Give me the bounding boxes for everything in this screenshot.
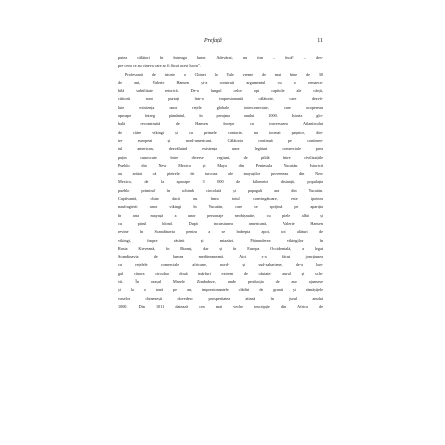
- text-line: cititorii sunt purtați într-o impresionantă călătorie, care dezvă-: [118, 96, 323, 102]
- text-line: cu rețelele comerciale africane, nord- și sud-sahariene, de-a lun-: [118, 262, 323, 268]
- text-line: Pueblo din New Mexico și Maya din Peninsula Yucatán. Istoricii: [118, 162, 323, 168]
- text-line: revine în Scandinavia pentru a se îndrepta apoi, tot alături de: [118, 229, 323, 235]
- text-line: Captivantă, chiar dacă nu întru totul convingătoare, este ipoteza: [118, 196, 323, 202]
- text-line: în arta mayașă a unor personaje neobișnuite, cu piele albă și: [118, 212, 323, 218]
- page-header: [118, 38, 323, 50]
- body-text: [118, 54, 323, 311]
- running-title: Prefață: [204, 38, 222, 44]
- text-line: naufragierii unor vikingi în Yucatán, care se sprijină pe apariția: [118, 204, 323, 210]
- text-line: vaselor chinezești dovedesc prosperitatea atinsă în jurul anului: [118, 295, 323, 301]
- text-line: aproape întreg pământul, în preajma anului 1000. Istoria glo-: [118, 113, 323, 119]
- text-line: Profesoară de istorie a Chinei la Yale vreme de mai bine de 30: [125, 71, 323, 77]
- text-line: bilă subtilitate retorică. De-a lungul celor opt capitole ale cărții,: [118, 88, 323, 94]
- text-line: puțin cunoscute între diverse regiuni, de pildă între civilizațiile: [118, 154, 323, 160]
- text-line: de către vikingi și cu primele contacte, nu tocmai pașnice, din-: [118, 129, 323, 135]
- text-line: vikingi, înspre răsărit și miazăzi. Pătrunderea vikingilor în: [118, 237, 323, 243]
- text-line: pueblo primind în schimb ciocolată și papagali ara din Yucatán.: [118, 187, 323, 193]
- text-line: putea călători în întreaga lume. Adevărat, nu tim – încă! – des-: [118, 55, 323, 60]
- text-line: tul american, dezvăluind existența unor legături comerciale prea: [118, 146, 323, 152]
- text-line: au arătat că pietrele de turcoaz ale mayașilor proveneau din New: [118, 171, 323, 177]
- text-line: Mexico, de la aproape 3 000 de kilometri distanță, populația: [118, 179, 323, 185]
- text-line: cu părul blond. După incursiunea americană, Valerie Hansen: [118, 220, 323, 226]
- text-line: Scandinavia de lumea mediteraneană. Aici s-a făcut joncțiunea: [118, 254, 323, 260]
- text-line: și la o tonă pe an, impresionantele clădiri de granit și rămășițele: [118, 287, 323, 293]
- text-line: pre ceea ce au cineva care ar fi făcut acest lucru".: [118, 63, 201, 69]
- text-line: bală reconstruită de Hansen începe cu traversarea Atlanticului: [118, 121, 323, 127]
- text-line: gul cărora circulau două mărfuri extrem de căutate: aurul și scla-: [118, 270, 323, 276]
- page-number: 11: [317, 38, 323, 44]
- text-line: vii. În orașul Marele Zimbabwe, unde producția de aur ajunsese: [118, 279, 323, 285]
- text-line: 1000. Din 1011 datează cea mai veche inscripție din Africa de: [118, 303, 323, 309]
- text-line: tre europeni și nord-americani. Călătoria continuă pe continen-: [118, 137, 323, 143]
- text-line: de ani, Valerie Hansen și-a construit argumentul cu o remarca-: [118, 79, 323, 85]
- text-line: Rusia Kieveană, în Bizanț, dar și în Europa Occidentală, a legat: [118, 245, 323, 251]
- text-line: luie existența unor rețele globale interconectate, care acopereau: [118, 104, 323, 110]
